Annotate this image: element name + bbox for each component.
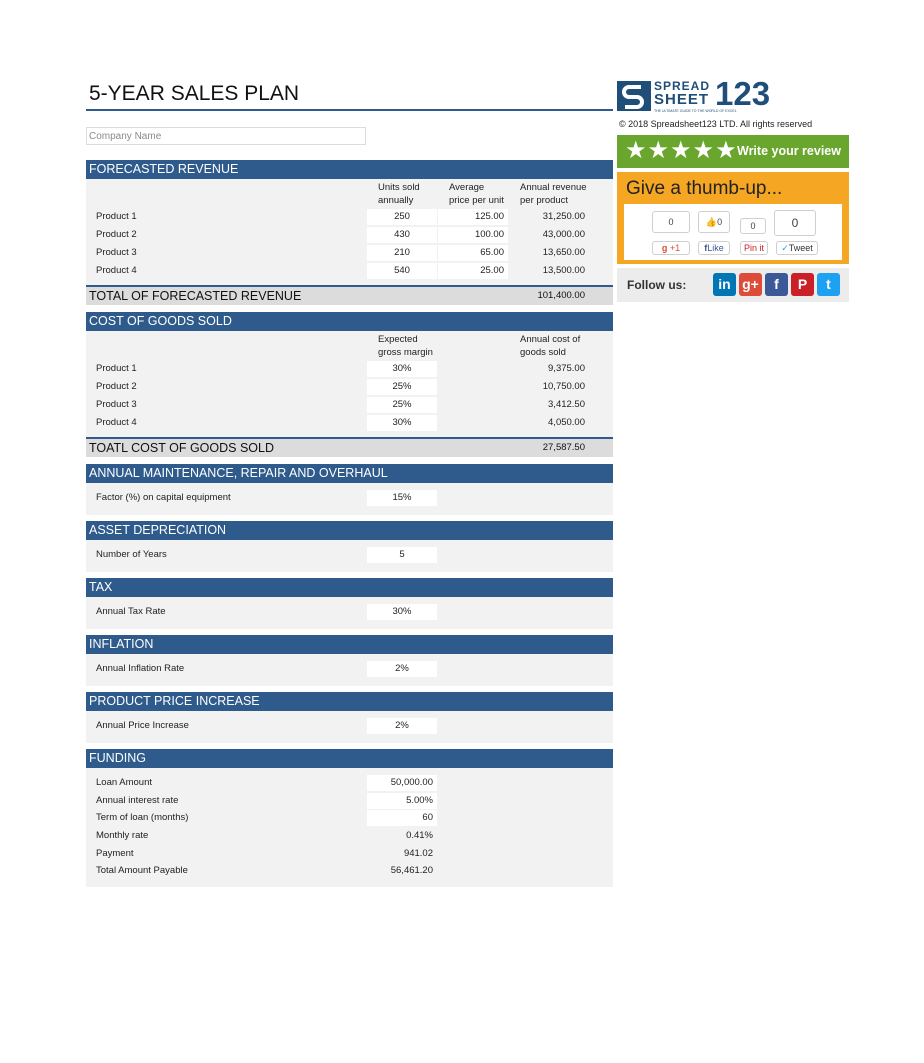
monthly-rate-value: 0.41% bbox=[406, 830, 433, 841]
total-value: 27,587.50 bbox=[542, 442, 585, 453]
total-cogs-row bbox=[86, 437, 613, 457]
row-label: Product 3 bbox=[96, 399, 137, 410]
col-margin-header bbox=[378, 334, 433, 359]
col-units-header bbox=[378, 182, 420, 207]
share-count-a: 0 bbox=[652, 211, 690, 233]
tax-label: Annual Tax Rate bbox=[96, 606, 166, 617]
write-review-label: Write your review bbox=[737, 144, 841, 158]
linkedin-icon[interactable]: in bbox=[713, 273, 736, 296]
payment-value: 941.02 bbox=[403, 848, 433, 859]
loan-amount-label: Loan Amount bbox=[96, 777, 152, 788]
revenue-value: 43,000.00 bbox=[542, 229, 585, 240]
twitter-icon[interactable]: t bbox=[817, 273, 840, 296]
total-label: TOTAL OF FORECASTED REVENUE bbox=[89, 289, 302, 303]
share-buttons-box bbox=[624, 204, 842, 260]
thumb-up-heading: Give a thumb-up... bbox=[626, 178, 783, 199]
fb-like-label: Like bbox=[707, 243, 724, 253]
col-revenue-line2: per product bbox=[520, 194, 569, 206]
inflation-label: Annual Inflation Rate bbox=[96, 663, 185, 674]
inflation-header: INFLATION bbox=[86, 635, 613, 654]
forecasted-revenue-panel bbox=[86, 179, 613, 285]
col-units-line2: annually bbox=[378, 194, 414, 206]
depreciation-years-input[interactable]: 5 bbox=[367, 547, 437, 563]
follow-us-label: Follow us: bbox=[627, 278, 687, 292]
payment-label: Payment bbox=[96, 848, 134, 859]
row-label: Product 1 bbox=[96, 363, 137, 374]
like-count[interactable] bbox=[698, 211, 730, 233]
total-label: TOATL COST OF GOODS SOLD bbox=[89, 441, 274, 455]
tax-header: TAX bbox=[86, 578, 613, 597]
logo-tagline: THE ULTIMATE GUIDE TO THE WORLD OF EXCEL bbox=[654, 109, 737, 113]
total-payable-label: Total Amount Payable bbox=[96, 865, 188, 876]
interest-rate-input[interactable]: 5.00% bbox=[367, 793, 437, 809]
row-label: Product 3 bbox=[96, 247, 137, 258]
units-input[interactable]: 430 bbox=[367, 227, 437, 243]
term-label: Term of loan (months) bbox=[96, 812, 189, 823]
cost-value: 9,375.00 bbox=[548, 363, 585, 374]
facebook-icon: f bbox=[704, 243, 708, 253]
row-label: Product 1 bbox=[96, 211, 137, 222]
maintenance-factor-input[interactable]: 15% bbox=[367, 490, 437, 506]
margin-input[interactable]: 30% bbox=[367, 361, 437, 377]
thumbs-up-icon: 👍 bbox=[705, 217, 718, 227]
depreciation-panel bbox=[86, 540, 613, 572]
price-input[interactable]: 25.00 bbox=[438, 263, 508, 279]
google-plus-one-button[interactable] bbox=[652, 241, 690, 255]
copyright-text: © 2018 Spreadsheet123 LTD. All rights reserved bbox=[619, 119, 813, 129]
facebook-icon[interactable]: f bbox=[765, 273, 788, 296]
row-label: Product 2 bbox=[96, 381, 137, 392]
share-count-c: 0 bbox=[740, 218, 766, 234]
total-payable-value: 56,461.20 bbox=[390, 865, 433, 876]
cost-value: 10,750.00 bbox=[542, 381, 585, 392]
margin-input[interactable]: 25% bbox=[367, 379, 437, 395]
maintenance-label: Factor (%) on capital equipment bbox=[96, 492, 231, 503]
loan-amount-input[interactable]: 50,000.00 bbox=[367, 775, 437, 791]
logo-spread-text: SPREAD bbox=[654, 79, 711, 93]
spreadsheet123-logo[interactable] bbox=[617, 75, 777, 116]
cogs-panel bbox=[86, 331, 613, 437]
depreciation-header: ASSET DEPRECIATION bbox=[86, 521, 613, 540]
logo-123-text: 123 bbox=[715, 75, 771, 112]
units-input[interactable]: 250 bbox=[367, 209, 437, 225]
cost-value: 3,412.50 bbox=[548, 399, 585, 410]
price-input[interactable]: 100.00 bbox=[438, 227, 508, 243]
col-cost-line1: Annual cost of bbox=[520, 334, 581, 345]
col-margin-line2: gross margin bbox=[378, 346, 433, 358]
cost-value: 4,050.00 bbox=[548, 417, 585, 428]
company-name-field[interactable]: Company Name bbox=[86, 127, 366, 145]
monthly-rate-label: Monthly rate bbox=[96, 830, 149, 841]
row-label: Product 4 bbox=[96, 417, 137, 428]
col-units-line1: Units sold bbox=[378, 182, 420, 193]
row-label: Product 2 bbox=[96, 229, 137, 240]
price-increase-panel bbox=[86, 711, 613, 743]
row-label: Product 4 bbox=[96, 265, 137, 276]
twitter-bird-icon: ✓ bbox=[781, 243, 789, 253]
price-input[interactable]: 125.00 bbox=[438, 209, 508, 225]
units-input[interactable]: 210 bbox=[367, 245, 437, 261]
inflation-rate-input[interactable]: 2% bbox=[367, 661, 437, 677]
pinterest-icon[interactable]: P bbox=[791, 273, 814, 296]
term-input[interactable]: 60 bbox=[367, 810, 437, 826]
col-cost-header bbox=[520, 334, 580, 359]
price-increase-label: Annual Price Increase bbox=[96, 720, 189, 731]
col-revenue-line1: Annual revenue bbox=[520, 182, 587, 193]
pinterest-button[interactable]: Pin it bbox=[740, 241, 768, 255]
thumb-up-panel bbox=[617, 172, 849, 264]
margin-input[interactable]: 25% bbox=[367, 397, 437, 413]
share-count-big: 0 bbox=[774, 210, 816, 236]
units-input[interactable]: 540 bbox=[367, 263, 437, 279]
tweet-button[interactable] bbox=[776, 241, 818, 255]
tweet-label: Tweet bbox=[788, 243, 813, 253]
like-count-value: 0 bbox=[717, 217, 723, 227]
col-cost-line2: goods sold bbox=[520, 346, 566, 358]
col-price-line2: price per unit bbox=[449, 194, 504, 206]
tax-panel bbox=[86, 597, 613, 629]
gplus-label: +1 bbox=[669, 243, 681, 253]
funding-header: FUNDING bbox=[86, 749, 613, 768]
stars-icon: ★★★★★ bbox=[625, 137, 738, 164]
col-revenue-header bbox=[520, 182, 587, 207]
write-review-button[interactable] bbox=[617, 135, 849, 168]
tax-rate-input[interactable]: 30% bbox=[367, 604, 437, 620]
price-increase-header: PRODUCT PRICE INCREASE bbox=[86, 692, 613, 711]
page-title: 5-YEAR SALES PLAN bbox=[89, 82, 300, 105]
maintenance-header: ANNUAL MAINTENANCE, REPAIR AND OVERHAUL bbox=[86, 464, 613, 483]
total-forecasted-revenue-row bbox=[86, 285, 613, 305]
price-increase-input[interactable]: 2% bbox=[367, 718, 437, 734]
funding-panel bbox=[86, 768, 613, 887]
revenue-value: 13,650.00 bbox=[542, 247, 585, 258]
col-price-line1: Average bbox=[449, 182, 485, 193]
title-divider bbox=[86, 109, 613, 111]
depreciation-label: Number of Years bbox=[96, 549, 167, 560]
logo-sheet-text: SHEET bbox=[654, 91, 710, 108]
col-margin-line1: Expected bbox=[378, 334, 418, 345]
follow-us-bar bbox=[617, 268, 849, 302]
col-price-header bbox=[449, 182, 504, 207]
google-plus-icon: g bbox=[661, 243, 668, 253]
cogs-header: COST OF GOODS SOLD bbox=[86, 312, 613, 331]
google-plus-icon[interactable]: g+ bbox=[739, 273, 762, 296]
price-input[interactable]: 65.00 bbox=[438, 245, 508, 261]
maintenance-panel bbox=[86, 483, 613, 515]
revenue-value: 31,250.00 bbox=[542, 211, 585, 222]
margin-input[interactable]: 30% bbox=[367, 415, 437, 431]
revenue-value: 13,500.00 bbox=[542, 265, 585, 276]
inflation-panel bbox=[86, 654, 613, 686]
interest-label: Annual interest rate bbox=[96, 795, 179, 806]
facebook-like-button[interactable] bbox=[698, 241, 730, 255]
forecasted-revenue-header: FORECASTED REVENUE bbox=[86, 160, 613, 179]
total-value: 101,400.00 bbox=[537, 290, 585, 301]
